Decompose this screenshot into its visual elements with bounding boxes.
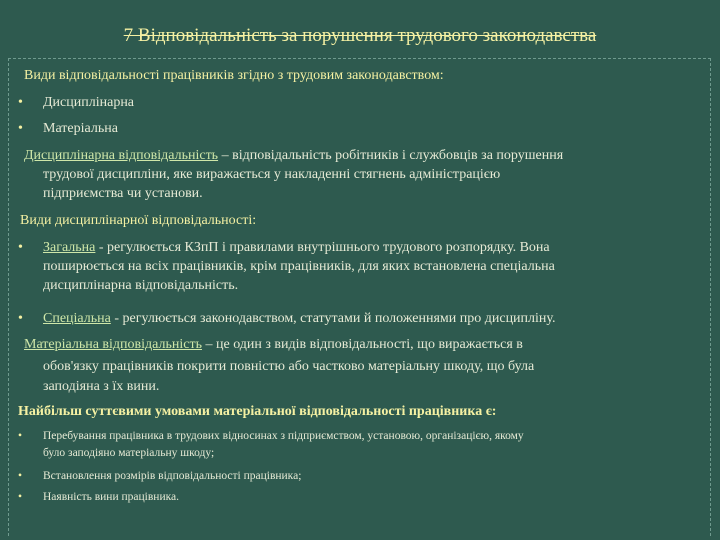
bullet-icon: • [18, 121, 23, 136]
general-term-link[interactable]: Загальна [43, 240, 96, 255]
general-line [43, 238, 550, 257]
intro-text: Види відповідальності працівників згідно з трудовим законодавством: [24, 68, 444, 83]
conditions-heading: Найбільш суттєвими умовами матеріальної відповідальності працівника є: [18, 404, 497, 419]
condition-item-cont: було заподіяно матеріальну шкоду; [43, 447, 215, 459]
mat-def-text: – це один з видів відповідальності, що виражається в [201, 337, 523, 352]
special-text: - регулюється законодавством, статутами й положеннями про дисципліну. [110, 311, 556, 326]
disc-def-text: – відповідальність робітників і службовців за порушення [218, 148, 564, 163]
bullet-icon: • [18, 491, 23, 503]
general-line2: поширюється на всіх працівників, крім працівників, для яких встановлена спеціальна [43, 259, 555, 274]
bullet-icon: • [18, 95, 23, 110]
disc-def-line3: підприємства чи установи. [43, 186, 203, 201]
bullet-icon: • [18, 311, 23, 326]
disc-def-line [24, 146, 563, 165]
disc-kinds-heading: Види дисциплінарної відповідальності: [20, 213, 257, 228]
special-line [43, 309, 556, 328]
disc-def-term-link[interactable]: Дисциплінарна відповідальність [24, 148, 219, 163]
general-line3: дисциплінарна відповідальність. [43, 278, 239, 293]
condition-item: Перебування працівника в трудових відносинах з підприємством, установою, організацією, якому [43, 430, 524, 442]
mat-def-term-link[interactable]: Матеріальна відповідальність [24, 337, 202, 352]
kind-disciplinary: Дисциплінарна [43, 95, 135, 110]
kind-material: Матеріальна [43, 121, 118, 136]
mat-def-line3: заподіяна з їх вини. [43, 379, 160, 394]
slide-title: 7 Відповідальність за порушення трудового законодавства [123, 25, 597, 46]
condition-item: Наявність вини працівника. [43, 491, 179, 503]
condition-item: Встановлення розмірів відповідальності працівника; [43, 470, 302, 482]
mat-def-line2: обов'язку працівників покрити повністю або частково матеріальну шкоду, що була [43, 359, 535, 374]
general-text: - регулюється КЗпП і правилами внутрішнього трудового розпорядку. Вона [95, 240, 550, 255]
mat-def-line [24, 335, 523, 354]
disc-def-line2: трудової дисципліни, яке виражається у накладенні стягнень адміністрацією [43, 167, 501, 182]
bullet-icon: • [18, 430, 23, 442]
bullet-icon: • [18, 240, 23, 255]
special-term-link[interactable]: Спеціальна [43, 311, 111, 326]
bullet-icon: • [18, 470, 23, 482]
